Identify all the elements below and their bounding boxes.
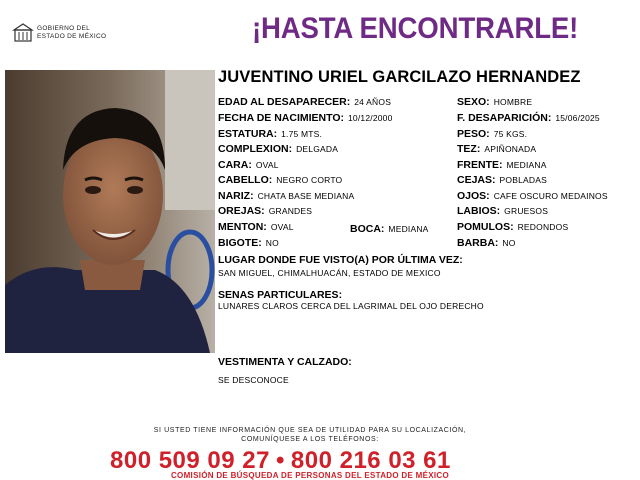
field-nacimiento-value: 10/12/2000 [348,113,393,123]
field-frente-label: FRENTE: [457,159,503,171]
field-cejas [457,174,547,186]
field-tez [457,143,536,155]
phone-separator: • [275,447,285,474]
field-sexo-label: SEXO: [457,96,490,108]
field-menton-label: MENTON: [218,221,267,233]
field-orejas-value: GRANDES [268,206,313,216]
field-pomulos-label: POMULOS: [457,221,514,233]
phone-number-1: 800 509 09 27 [110,447,270,474]
field-peso-value: 75 KGS. [493,129,528,139]
field-labios [457,205,548,217]
field-nacimiento-label: FECHA DE NACIMIENTO: [218,112,344,124]
field-nariz-value: CHATA BASE MEDIANA [257,191,355,201]
contact-note-line-1: SI USTED TIENE INFORMACIÓN QUE SEA DE UTILIDAD PARA SU LOCALIZACIÓN, [153,427,467,434]
field-orejas [218,205,312,217]
field-labios-value: GRUESOS [504,206,549,216]
field-tez-value: APIÑONADA [484,144,537,154]
field-barba [457,237,516,249]
field-menton [218,221,294,233]
field-labios-label: LABIOS: [457,205,501,217]
government-name [37,25,106,41]
field-menton-value: OVAL [270,222,294,232]
field-nariz [218,190,354,202]
field-nariz-label: NARIZ: [218,190,254,202]
field-desaparicion-value: 15/06/2025 [555,113,600,123]
field-cabello-value: NEGRO CORTO [276,175,343,185]
field-cejas-label: CEJAS: [457,174,496,186]
field-bigote-value: NO [265,238,279,248]
field-edad-value: 24 AÑOS [354,97,392,107]
field-peso-label: PESO: [457,128,490,140]
field-bigote [218,237,279,249]
field-peso [457,128,527,140]
field-cabello [218,174,342,186]
clothing-value: SE DESCONOCE [218,375,289,385]
field-ojos [457,190,608,202]
person-name: JUVENTINO URIEL GARCILAZO HERNANDEZ [218,68,581,86]
field-pomulos-value: REDONDOS [517,222,569,232]
marks-label: SENAS PARTICULARES: [218,289,343,301]
field-tez-label: TEZ: [457,143,481,155]
field-boca-label: BOCA: [350,223,385,235]
field-desaparicion [457,112,600,124]
field-sexo-value: HOMBRE [493,97,533,107]
headline-title: ¡HASTA ENCONTRARLE! [252,12,579,45]
field-cara [218,159,279,171]
field-edad [218,96,391,108]
field-pomulos [457,221,568,233]
field-desaparicion-label: F. DESAPARICIÓN: [457,112,552,124]
field-barba-label: BARBA: [457,237,499,249]
field-bigote-label: BIGOTE: [218,237,262,249]
contact-note-line-2: COMUNÍQUESE A LOS TELÉFONOS: [241,436,379,443]
marks-value: LUNARES CLAROS CERCA DEL LAGRIMAL DEL OJO DERECHO [218,301,484,311]
field-boca-value: MEDIANA [388,224,429,234]
field-frente-value: MEDIANA [506,160,547,170]
last-seen-value: SAN MIGUEL, CHIMALHUACÁN, ESTADO DE MEXICO [218,268,441,278]
field-complexion-value: DELGADA [296,144,339,154]
field-cabello-label: CABELLO: [218,174,273,186]
government-line-1: GOBIERNO DEL [37,25,91,32]
field-ojos-label: OJOS: [457,190,490,202]
phone-number-2: 800 216 03 61 [290,447,451,474]
field-ojos-value: CAFE OSCURO MEDAINOS [493,191,608,201]
field-estatura-value: 1.75 MTS. [281,129,323,139]
field-cejas-value: POBLADAS [499,175,547,185]
field-frente [457,159,547,171]
field-complexion [218,143,338,155]
field-estatura-label: ESTATURA: [218,128,278,140]
clothing-label: VESTIMENTA Y CALZADO: [218,356,352,368]
field-boca [350,223,429,235]
field-cara-label: CARA: [218,159,252,171]
field-estatura [218,128,322,140]
commission-name: COMISIÓN DE BÚSQUEDA DE PERSONAS DEL ESTADO DE MÉXICO [170,471,449,480]
last-seen-label: LUGAR DONDE FUE VISTO(A) POR ÚLTIMA VEZ: [218,254,463,266]
field-barba-value: NO [502,238,516,248]
field-nacimiento [218,112,393,124]
missing-person-photo [5,70,215,353]
government-logo [12,22,124,48]
field-complexion-label: COMPLEXION: [218,143,293,155]
government-line-2: ESTADO DE MÉXICO [37,33,107,40]
field-orejas-label: OREJAS: [218,205,265,217]
field-sexo [457,96,532,108]
state-crest-icon [12,22,34,44]
field-edad-label: EDAD AL DESAPARECER: [218,96,351,108]
field-cara-value: OVAL [255,160,279,170]
